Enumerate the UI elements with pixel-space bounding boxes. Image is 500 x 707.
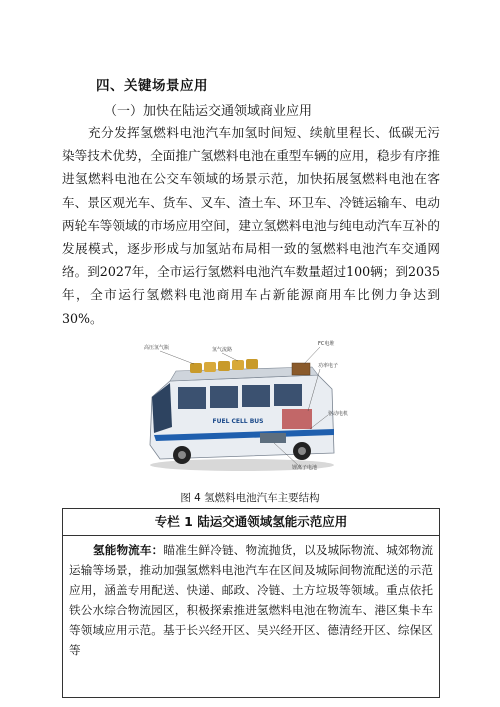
- label-fc-stack: FC电堆: [318, 341, 335, 347]
- label-power-electronics: 功率电子: [318, 363, 339, 369]
- windshield: [152, 383, 172, 433]
- section-heading: 四、关键场景应用: [96, 78, 208, 94]
- subsection-heading: （一）加快在陆运交通领域商业应用: [104, 104, 313, 119]
- box-title: 专栏 1 陆运交通领域氢能示范应用: [63, 509, 439, 536]
- fuel-cell-bus-figure: [142, 337, 356, 477]
- bus-side-text: FUEL CELL BUS: [212, 418, 264, 425]
- box-text: 瞄准生鲜冷链、物流抛货，以及城际物流、城郊物流运输等场景，推动加强氢燃料电池汽车在区间及城际间物流配送的示范应用，涵盖专用配送、快递、邮政、冷链、土方垃圾等领域。重点依托铁公水综合物流园区，积极探索推进氢燃料电池在物流车、港区集卡车等领域应用示范。基于长兴经开区、吴兴经开区、德清经开区、综保区等: [69, 543, 433, 657]
- label-drive-motor: 驱动电机: [328, 411, 349, 417]
- label-battery: 锂离子电池: [292, 465, 318, 471]
- sidebar-box: [62, 508, 440, 698]
- fuel-cell-bus-illustration: [142, 337, 356, 477]
- figure-caption: 图 4 氢燃料电池汽车主要结构: [180, 492, 320, 504]
- box-lead: 氢能物流车：: [93, 543, 164, 557]
- body-paragraph: 充分发挥氢燃料电池汽车加氢时间短、续航里程长、低碳无污染等技术优势，全面推广氢燃料电池在重型车辆的应用，稳步有序推进氢燃料电池在公交车领域的场景示范，加快拓展氢燃料电池在客车、景区观光车、货车、叉车、渣土车、环卫车、冷链运输车、电动两轮车等领域的市场应用空间，建立氢燃料电池与纯电动汽车互补的发展模式，逐步形成与加氢站布局相一致的氢燃料电池汽车交通网络。到2027年，全市运行氢燃料电池汽车数量超过100辆；到2035年，全市运行氢燃料电池商用车占新能源商用车比例力争达到30%。: [62, 125, 440, 326]
- label-hydrogen-tank: 高压氢气瓶: [144, 345, 170, 351]
- battery-pack: [260, 433, 286, 443]
- fc-stack: [292, 363, 310, 375]
- box-body: [63, 536, 439, 660]
- power-electronics: [282, 409, 312, 429]
- label-hydrogen-flow: 氢气流路: [212, 347, 233, 353]
